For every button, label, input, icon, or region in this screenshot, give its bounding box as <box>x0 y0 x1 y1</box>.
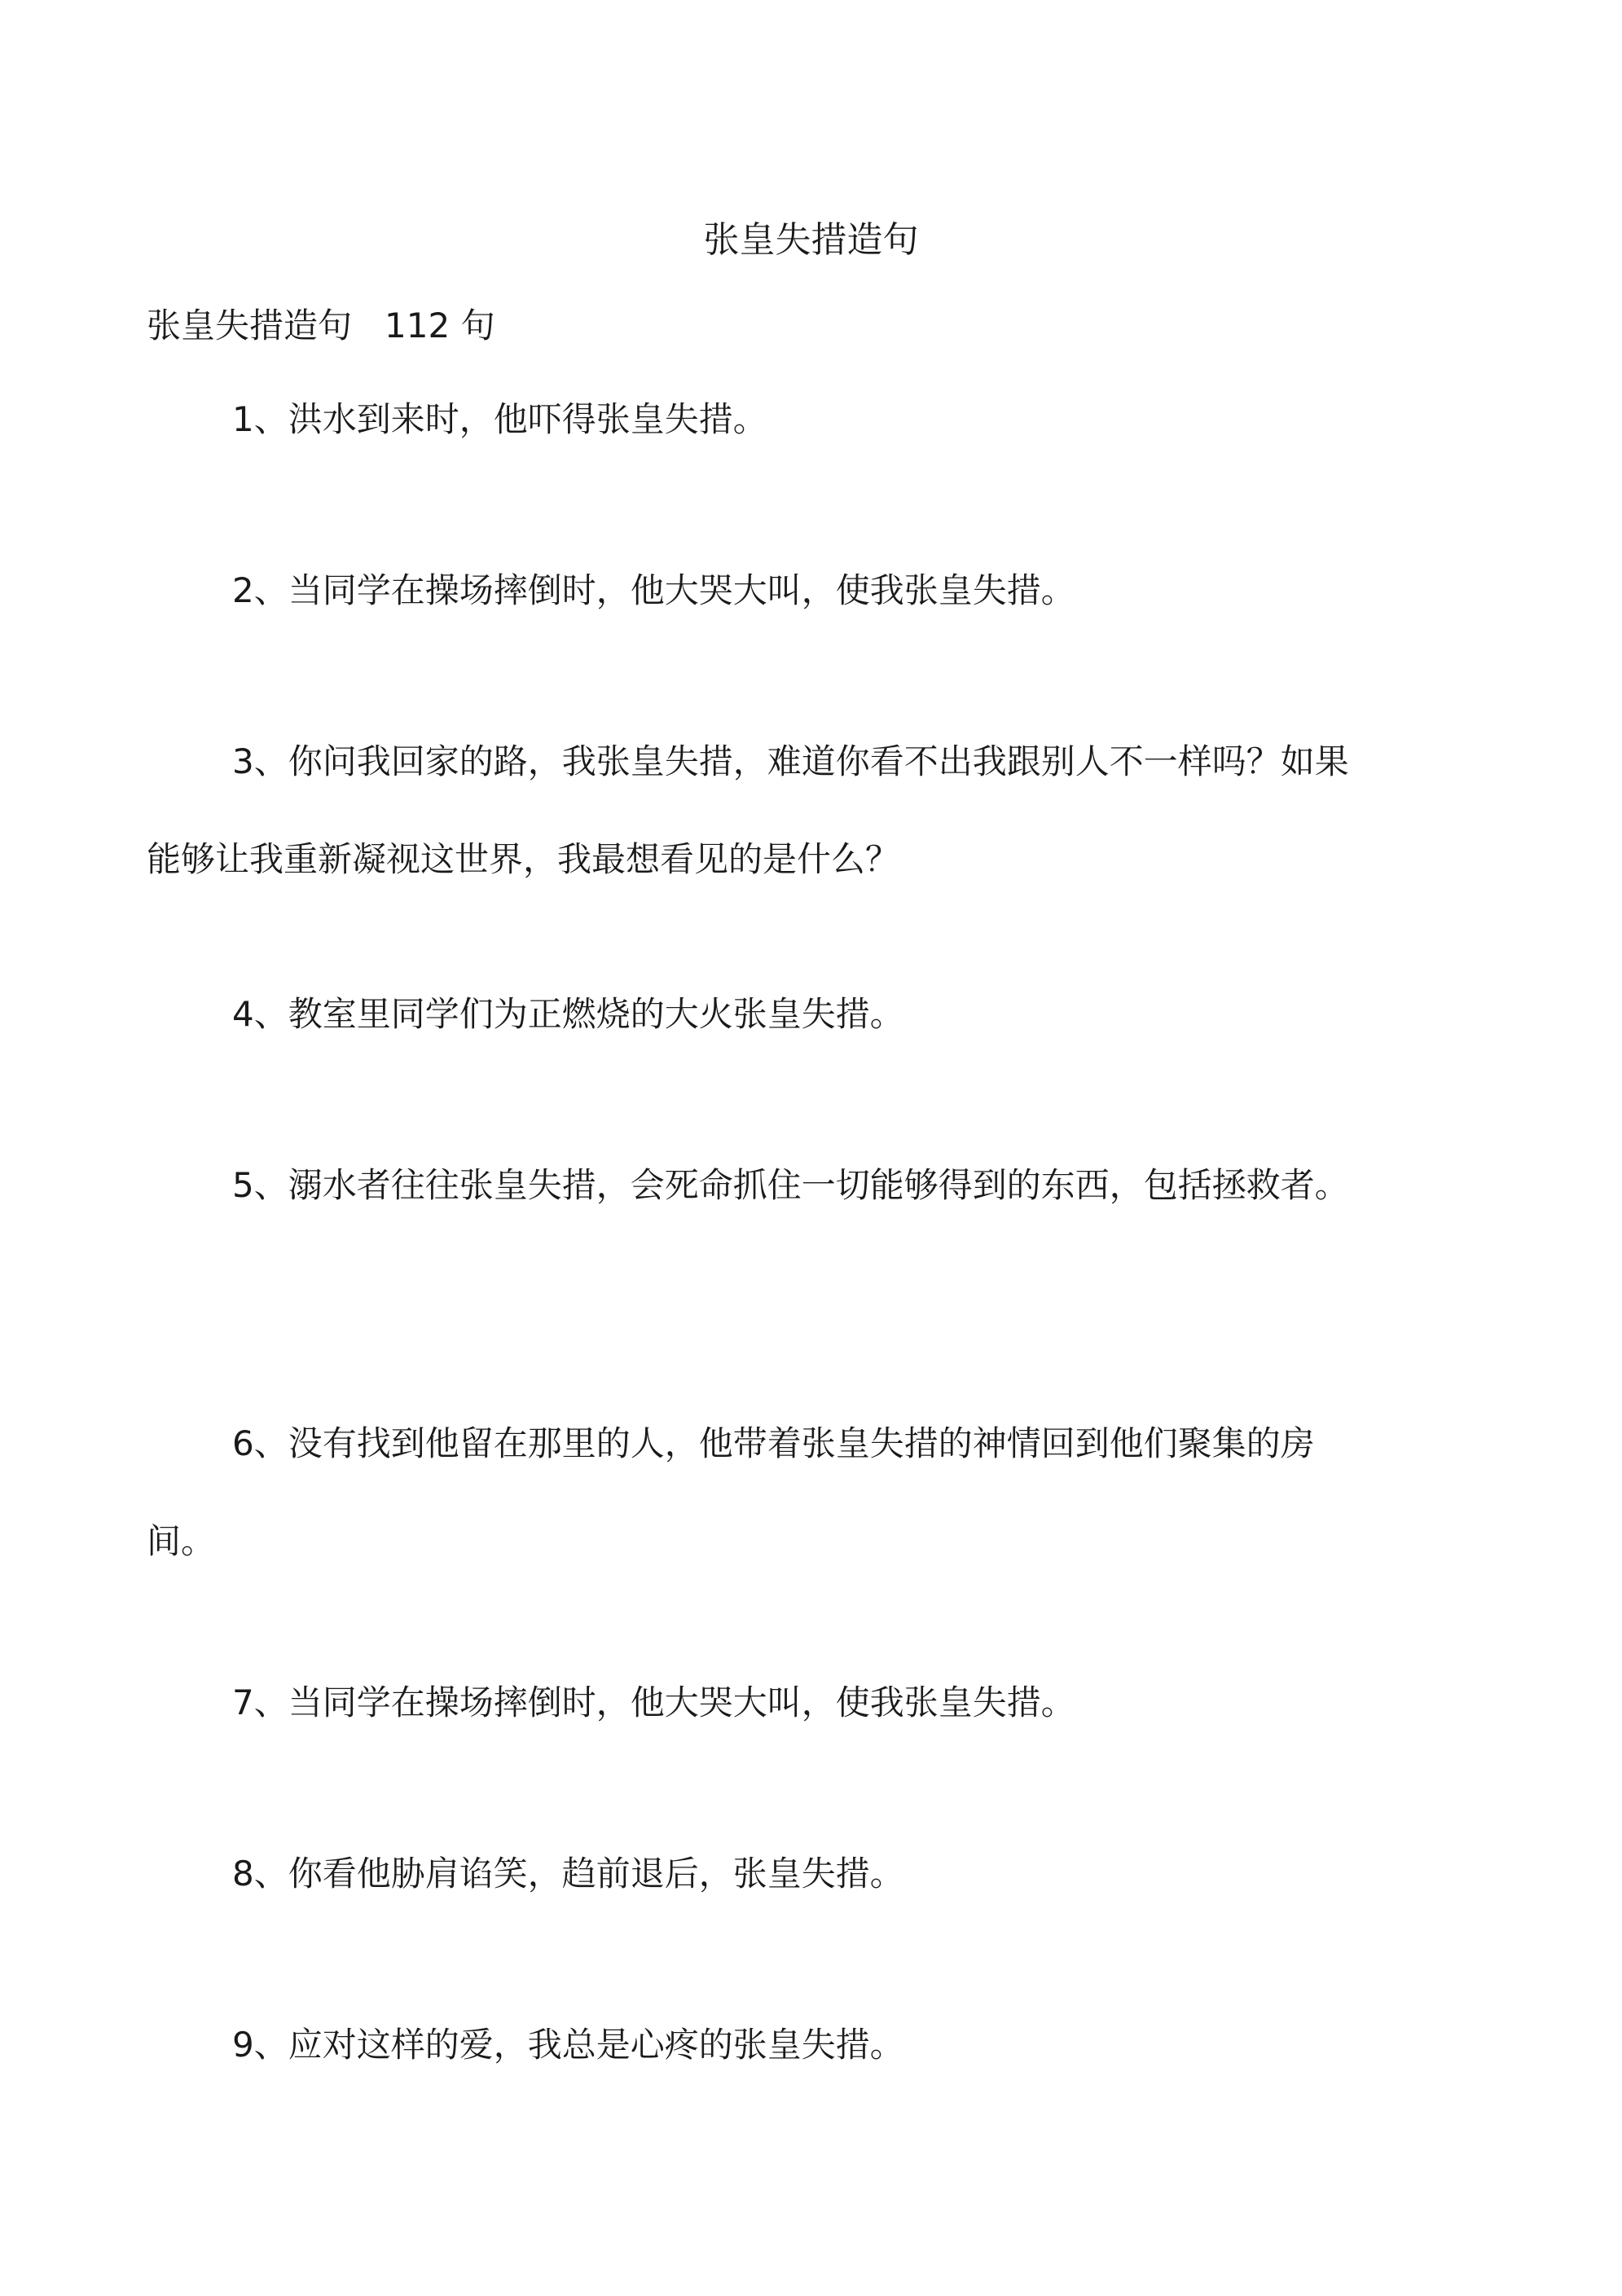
document-title: 张皇失措造句 <box>703 219 919 261</box>
sentence-4: 4、教室里同学们为正燃烧的大火张皇失措。 <box>232 994 904 1034</box>
sentence-6: 6、没有找到他留在那里的人，他带着张皇失措的神情回到他们聚集的房间。 <box>147 1423 1315 1561</box>
sentence-7: 7、当同学在操场摔倒时，他大哭大叫，使我张皇失措。 <box>232 1682 1075 1722</box>
sentence-2: 2、当同学在操场摔倒时，他大哭大叫，使我张皇失措。 <box>232 570 1075 610</box>
sentence-8: 8、你看他胁肩谄笑，趋前退后，张皇失措。 <box>232 1854 904 1894</box>
sentence-9: 9、应对这样的爱，我总是心疼的张皇失措。 <box>232 2025 904 2065</box>
sentence-1: 1、洪水到来时，他吓得张皇失措。 <box>232 399 767 439</box>
document-subtitle: 张皇失措造句 112 句 <box>147 306 495 345</box>
sentence-5: 5、溺水者往往张皇失措，会死命抓住一切能够得到的东西，包括拯救者。 <box>232 1165 1349 1205</box>
sentence-3: 3、你问我回家的路，我张皇失措，难道你看不出我跟别人不一样吗？如果能够让我重新凝视这世界，我最想看见的是什么？ <box>147 741 1349 879</box>
